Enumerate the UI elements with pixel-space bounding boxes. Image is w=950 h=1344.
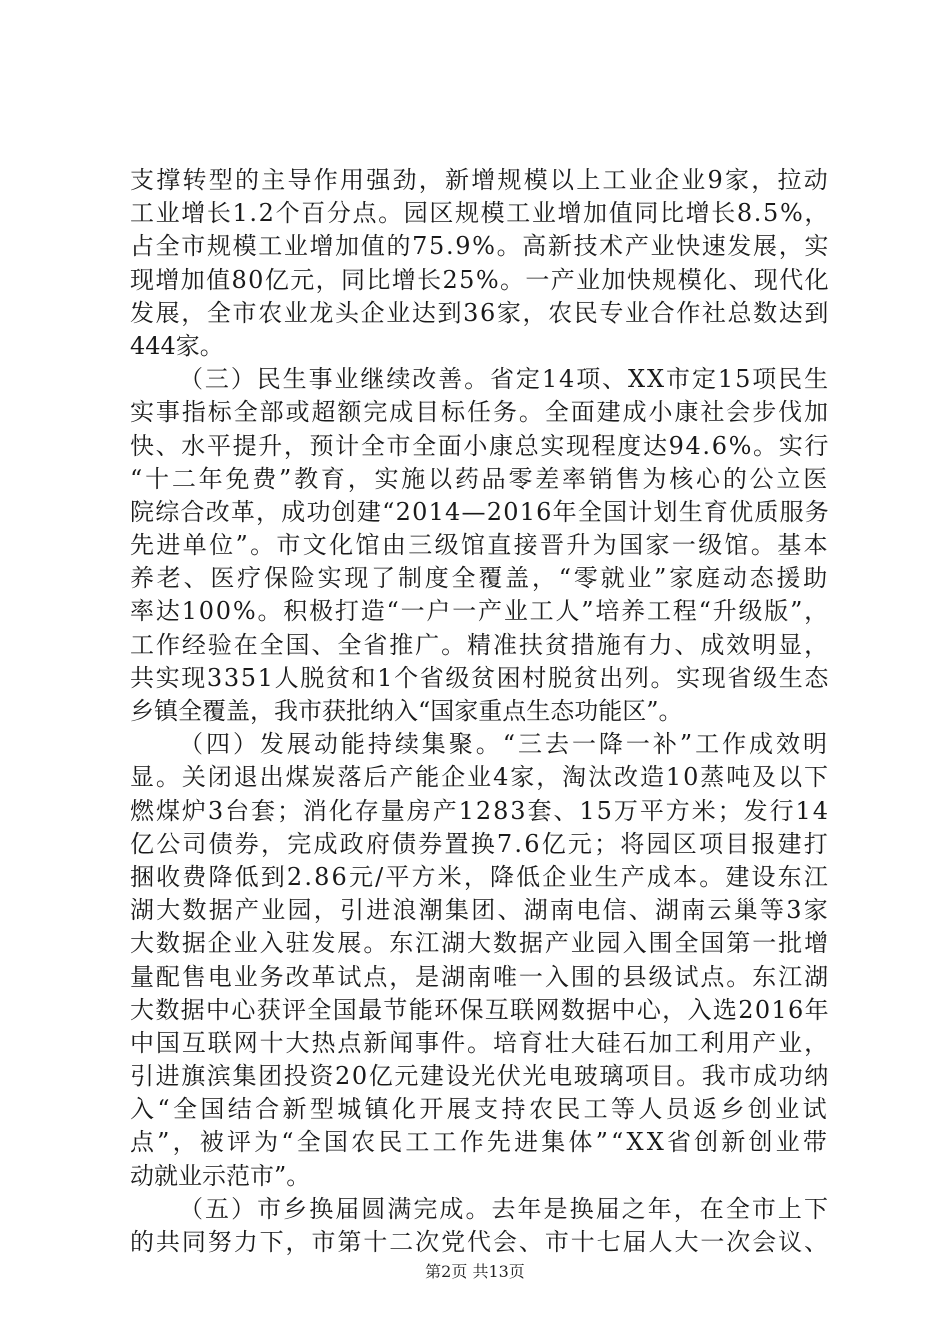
text-line: 工作经验在全国、全省推广。精准扶贫措施有力、成效明显， [130,630,830,659]
text-line: 工业增长1.2个百分点。园区规模工业增加值同比增长8.5%， [130,199,831,228]
text-line: 大数据企业入驻发展。东江湖大数据产业园入围全国第一批增 [130,929,830,958]
text-line: 入“全国结合新型城镇化开展支持农民工等人员返乡创业试 [130,1095,830,1124]
text-line: 大数据中心获评全国最节能环保互联网数据中心，入选2016年 [130,995,830,1024]
text-line: 湖大数据产业园，引进浪潮集团、湖南电信、湖南云巢等3家 [130,896,830,925]
text-line: 显。关闭退出煤炭落后产能企业4家，淘汰改造10蒸吨及以下 [130,763,830,792]
text-line: 点”，被评为“全国农民工工作先进集体”“XX省创新创业带 [130,1128,831,1157]
document-body [130,164,830,1259]
text-line: 亿公司债券，完成政府债券置换7.6亿元；将园区项目报建打 [130,829,830,858]
text-line: 444家。 [130,331,224,360]
text-line: 捆收费降低到2.86元/平方米，降低企业生产成本。建设东江 [130,862,830,891]
text-line: 乡镇全覆盖，我市获批纳入“国家重点生态功能区”。 [130,697,683,725]
text-line: 共实现3351人脱贫和1个省级贫困村脱贫出列。实现省级生态 [130,663,830,692]
text-line: 院综合改革，成功创建“2014—2016年全国计划生育优质服务 [130,497,830,526]
page-footer: 第2页 共13页 [425,1262,525,1281]
text-line: 的共同努力下，市第十二次党代会、市十七届人大一次会议、 [130,1228,830,1256]
text-line: 支撑转型的主导作用强劲，新增规模以上工业企业9家，拉动 [130,166,830,194]
text-line: 现增加值80亿元，同比增长25%。一产业加快规模化、现代化 [130,265,830,294]
text-line: 养老、医疗保险实现了制度全覆盖，“零就业”家庭动态援助 [130,564,831,593]
text-line: 率达100%。积极打造“一户一产业工人”培养工程“升级版”， [130,597,830,626]
text-line: 先进单位”。市文化馆由三级馆直接晋升为国家一级馆。基本 [130,531,830,560]
paragraph-start-line: （五）市乡换届圆满完成。去年是换届之年，在全市上下 [179,1194,830,1223]
text-line: 中国互联网十大热点新闻事件。培育壮大硅石加工利用产业， [130,1028,830,1057]
text-line: “十二年免费”教育，实施以药品零差率销售为核心的公立医 [130,464,831,493]
paragraph-start-line: （四）发展动能持续集聚。“三去一降一补”工作成效明 [179,730,830,759]
text-line: 快、水平提升，预计全市全面小康总实现程度达94.6%。实行 [130,431,831,460]
text-line: 实事指标全部或超额完成目标任务。全面建成小康社会步伐加 [130,398,830,427]
text-line: 发展，全市农业龙头企业达到36家，农民专业合作社总数达到 [130,298,830,327]
text-line: 占全市规模工业增加值的75.9%。高新技术产业快速发展，实 [130,232,831,261]
text-line: 引进旗滨集团投资20亿元建设光伏光电玻璃项目。我市成功纳 [130,1062,830,1091]
text-line: 量配售电业务改革试点，是湖南唯一入围的县级试点。东江湖 [130,962,830,991]
text-line: 燃煤炉3台套；消化存量房产1283套、15万平方米；发行14 [130,796,830,825]
paragraph-start-line: （三）民生事业继续改善。省定14项、XX市定15项民生 [179,365,831,394]
text-line: 动就业示范市”。 [130,1161,311,1190]
